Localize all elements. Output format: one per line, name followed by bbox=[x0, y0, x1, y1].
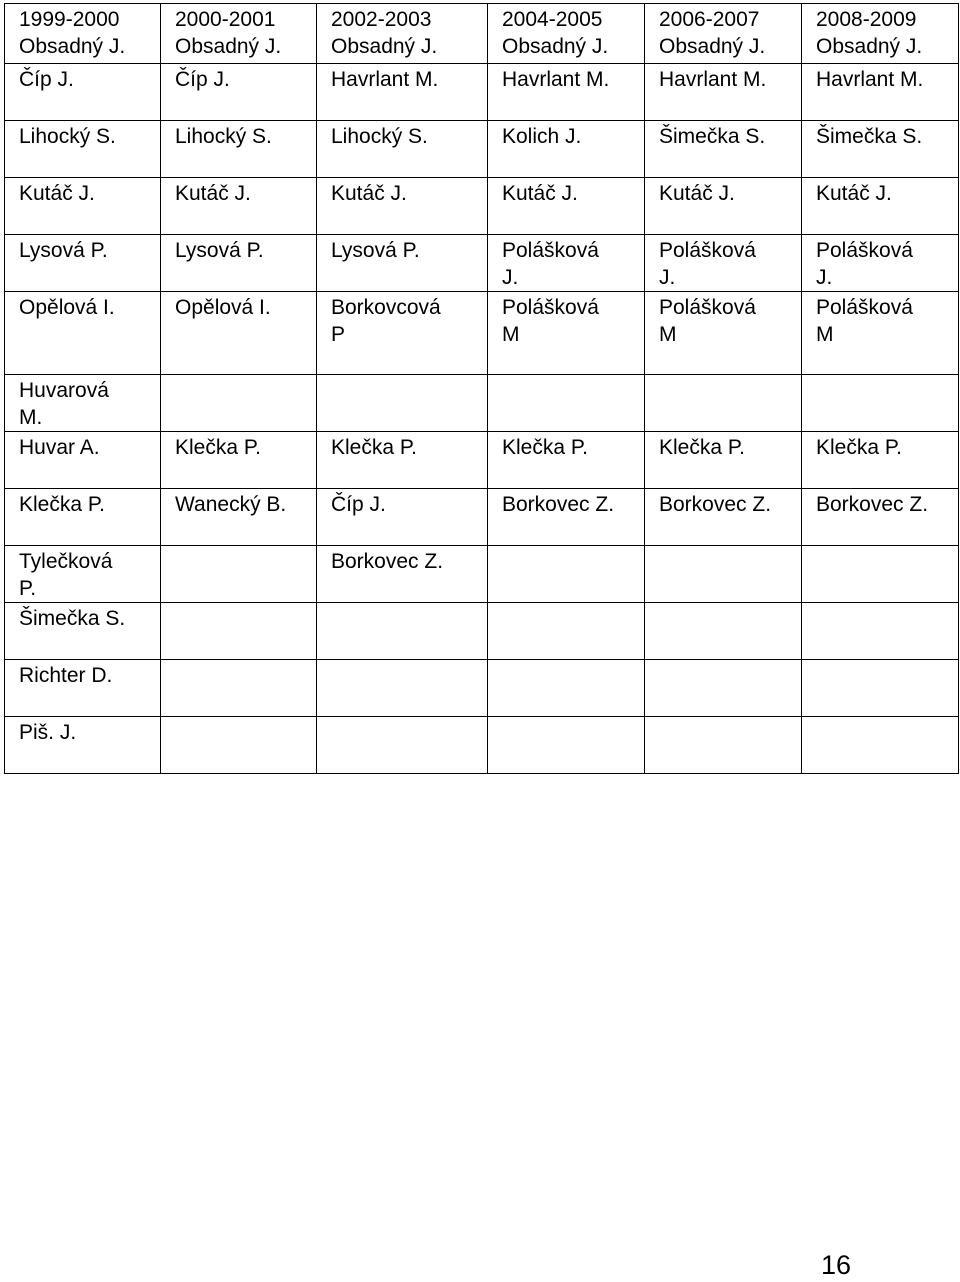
table-cell: 2004-2005 Obsadný J. bbox=[488, 4, 645, 64]
table-row bbox=[5, 4, 959, 64]
table-cell bbox=[802, 603, 959, 660]
table-row bbox=[5, 292, 959, 375]
table-cell: Opělová I. bbox=[161, 292, 317, 375]
table-cell: Lysová P. bbox=[5, 235, 161, 292]
table-cell: Havrlant M. bbox=[645, 64, 802, 121]
table-cell: Šimečka S. bbox=[802, 121, 959, 178]
table-cell: Borkovec Z. bbox=[317, 546, 488, 603]
table-row bbox=[5, 660, 959, 717]
table-cell: Lysová P. bbox=[317, 235, 488, 292]
table-cell: Polášková M bbox=[802, 292, 959, 375]
table-cell bbox=[488, 375, 645, 432]
page-number: 16 bbox=[821, 1250, 852, 1280]
table-cell: Borkovec Z. bbox=[802, 489, 959, 546]
table-cell: Klečka P. bbox=[645, 432, 802, 489]
table-cell: Číp J. bbox=[161, 64, 317, 121]
table-cell bbox=[488, 546, 645, 603]
table-cell: Huvar A. bbox=[5, 432, 161, 489]
table-cell: Polášková M bbox=[645, 292, 802, 375]
table-cell: Klečka P. bbox=[5, 489, 161, 546]
table-cell: Havrlant M. bbox=[802, 64, 959, 121]
roster-body bbox=[5, 4, 959, 774]
table-cell: Lihocký S. bbox=[5, 121, 161, 178]
table-cell: Piš. J. bbox=[5, 717, 161, 774]
table-cell: Klečka P. bbox=[488, 432, 645, 489]
table-cell: Klečka P. bbox=[161, 432, 317, 489]
table-cell: Lihocký S. bbox=[317, 121, 488, 178]
table-row bbox=[5, 546, 959, 603]
table-row bbox=[5, 178, 959, 235]
table-cell: 2002-2003 Obsadný J. bbox=[317, 4, 488, 64]
table-cell: Tylečková P. bbox=[5, 546, 161, 603]
table-cell bbox=[802, 660, 959, 717]
table-cell bbox=[802, 375, 959, 432]
table-cell bbox=[161, 717, 317, 774]
table-cell: Opělová I. bbox=[5, 292, 161, 375]
table-row bbox=[5, 432, 959, 489]
table-cell: 1999-2000 Obsadný J. bbox=[5, 4, 161, 64]
table-cell: Polášková J. bbox=[802, 235, 959, 292]
table-cell: Havrlant M. bbox=[488, 64, 645, 121]
table-cell: Richter D. bbox=[5, 660, 161, 717]
table-row bbox=[5, 64, 959, 121]
table-cell: Polášková M bbox=[488, 292, 645, 375]
table-cell: Kutáč J. bbox=[161, 178, 317, 235]
table-row bbox=[5, 121, 959, 178]
table-cell bbox=[645, 660, 802, 717]
table-cell: Kutáč J. bbox=[488, 178, 645, 235]
table-cell: Kolich J. bbox=[488, 121, 645, 178]
table-cell bbox=[317, 717, 488, 774]
table-row bbox=[5, 489, 959, 546]
table-cell: Borkovec Z. bbox=[488, 489, 645, 546]
table-cell: Lysová P. bbox=[161, 235, 317, 292]
table-cell: Číp J. bbox=[317, 489, 488, 546]
roster-table bbox=[4, 3, 959, 774]
table-cell: Kutáč J. bbox=[317, 178, 488, 235]
table-cell bbox=[161, 603, 317, 660]
table-cell bbox=[317, 603, 488, 660]
table-cell: Borkovec Z. bbox=[645, 489, 802, 546]
table-cell bbox=[645, 717, 802, 774]
table-cell bbox=[802, 546, 959, 603]
table-row bbox=[5, 603, 959, 660]
table-cell: Polášková J. bbox=[645, 235, 802, 292]
table-cell: Šimečka S. bbox=[645, 121, 802, 178]
table-cell: Kutáč J. bbox=[645, 178, 802, 235]
table-row bbox=[5, 235, 959, 292]
table-cell: Wanecký B. bbox=[161, 489, 317, 546]
table-row bbox=[5, 375, 959, 432]
table-cell: 2000-2001 Obsadný J. bbox=[161, 4, 317, 64]
table-cell: Havrlant M. bbox=[317, 64, 488, 121]
table-cell: Kutáč J. bbox=[802, 178, 959, 235]
table-cell bbox=[161, 375, 317, 432]
table-cell bbox=[488, 660, 645, 717]
table-cell: Lihocký S. bbox=[161, 121, 317, 178]
table-row bbox=[5, 717, 959, 774]
table-cell: Kutáč J. bbox=[5, 178, 161, 235]
table-cell bbox=[161, 660, 317, 717]
table-cell bbox=[645, 375, 802, 432]
table-cell: Klečka P. bbox=[317, 432, 488, 489]
table-cell bbox=[317, 660, 488, 717]
table-cell: Borkovcová P bbox=[317, 292, 488, 375]
table-cell bbox=[317, 375, 488, 432]
table-cell: Číp J. bbox=[5, 64, 161, 121]
table-cell: Huvarová M. bbox=[5, 375, 161, 432]
table-cell bbox=[488, 603, 645, 660]
table-cell bbox=[645, 546, 802, 603]
table-cell: Polášková J. bbox=[488, 235, 645, 292]
table-cell: Klečka P. bbox=[802, 432, 959, 489]
table-cell: 2008-2009 Obsadný J. bbox=[802, 4, 959, 64]
table-cell: 2006-2007 Obsadný J. bbox=[645, 4, 802, 64]
table-cell bbox=[161, 546, 317, 603]
table-cell bbox=[802, 717, 959, 774]
table-cell bbox=[488, 717, 645, 774]
table-cell bbox=[645, 603, 802, 660]
table-cell: Šimečka S. bbox=[5, 603, 161, 660]
